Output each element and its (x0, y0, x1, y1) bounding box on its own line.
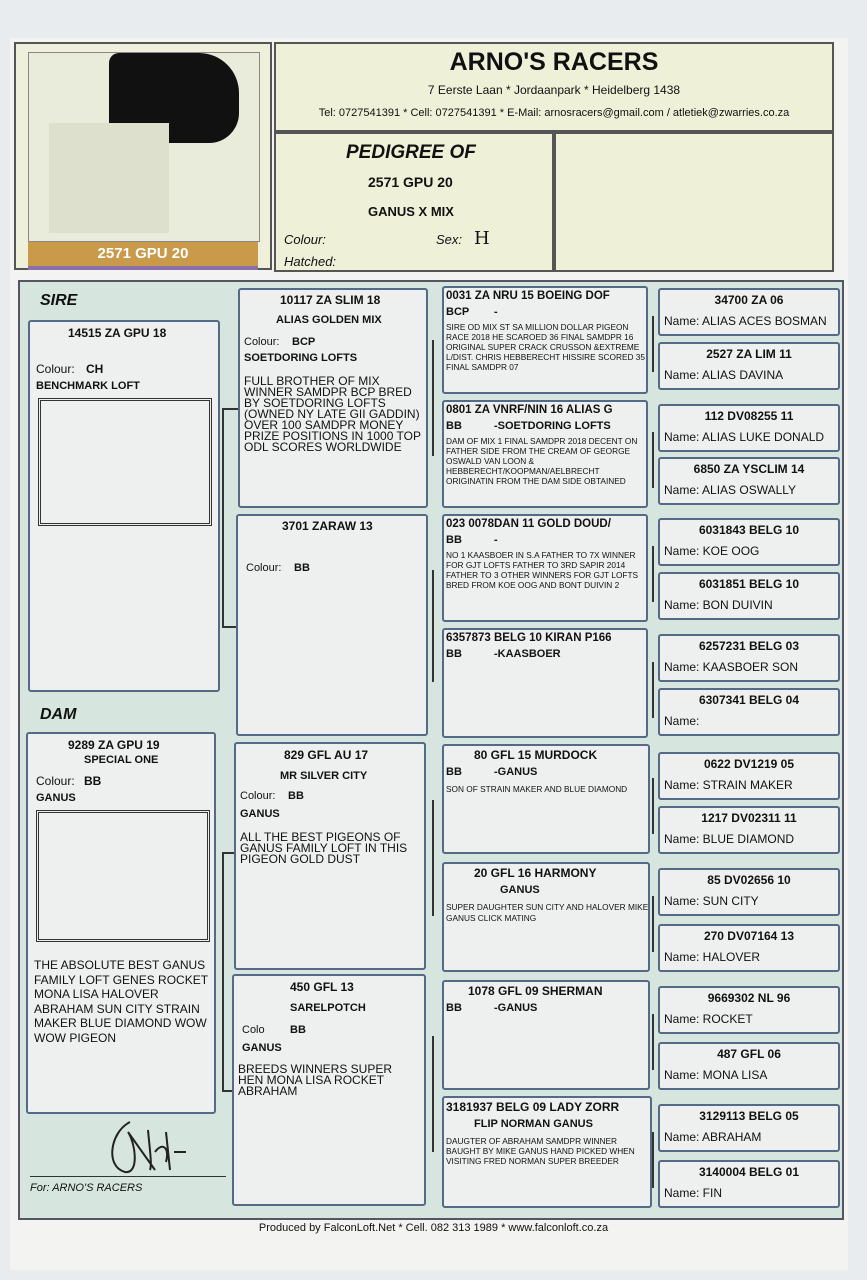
gen4-name: Name: ALIAS DAVINA (664, 368, 784, 382)
gen4-card (658, 518, 840, 566)
gen4-ring: 6031851 BELG 10 (698, 577, 800, 591)
sire-card (28, 320, 220, 692)
gen4-name: Name: ALIAS OSWALLY (664, 483, 797, 497)
gen4-card (658, 634, 840, 682)
gen3-card-5 (442, 744, 650, 854)
gen3-card-6 (442, 862, 650, 972)
gen4-name: Name: KAASBOER SON (664, 660, 799, 674)
pedigree-of-panel (274, 132, 554, 272)
gen3-card-1 (442, 286, 648, 394)
sire-colour: CH (86, 362, 104, 376)
bird-photo-frame (14, 42, 272, 270)
signature-line (30, 1176, 226, 1177)
gen4-name: Name: BLUE DIAMOND (664, 832, 795, 846)
gen2-card-1 (238, 288, 428, 508)
gen4-card (658, 404, 840, 452)
gen4-card (658, 868, 840, 916)
gen2-colour-label: Colour: (240, 790, 276, 802)
gen4-card (658, 572, 840, 620)
connector (652, 662, 654, 718)
pedigree-name: GANUS X MIX (368, 204, 454, 219)
gen3-title: 80 GFL 15 MURDOCK (474, 748, 598, 762)
gen4-name: Name: KOE OOG (664, 544, 760, 558)
gen3-title: 0031 ZA NRU 15 BOEING DOF (446, 290, 610, 302)
gen4-name: Name: ABRAHAM (664, 1130, 762, 1144)
connector (652, 546, 654, 602)
gen2-card-3 (234, 742, 426, 970)
gen4-card (658, 688, 840, 736)
gen3-colour: BB (446, 534, 462, 546)
gen3-notes: DAM OF MIX 1 FINAL SAMDPR 2018 DECENT ON FATHER SIDE FROM THE CREAM OF GEORGE OSWALD VAN LOON & HEBBERECHT/KOOPMAN/AELBRECHT ORIGINATIN FROM THE DAM SIDE OBTAINED (446, 436, 638, 486)
sire-heading: SIRE (40, 292, 78, 309)
gen3-notes: NO 1 KAASBOER IN S.A FATHER TO 7X WINNER FOR GJT LOFTS FATHER TO 3RD SAPIR 2014 FATHER TO 3 OTHER WINNERS FOR GJT LOFTS BRED FROM KOE OOG AND BONT DUIVIN 2 (446, 550, 639, 590)
gen3-title: 0801 ZA VNRF/NIN 16 ALIAS G (446, 404, 613, 416)
dam-name: SPECIAL ONE (84, 754, 159, 766)
gen2-card-2 (236, 514, 428, 736)
gen4-card (658, 1104, 840, 1152)
gen2-colour: BB (294, 562, 310, 574)
sex-value: H (474, 228, 490, 249)
gen4-name: Name: ALIAS ACES BOSMAN (664, 314, 827, 328)
gen3-notes: SIRE OD MIX ST SA MILLION DOLLAR PIGEON RACE 2018 HE SCAROED 36 FINAL SAMDPR 16 ORIGINAL SUPER CRACK CRUSSON &EXTREME L/DIST. CHRIS HEBBERECHT HISSIRE SCORED 35 FINAL SAMDPR 07 (446, 322, 646, 372)
photo-patch (49, 123, 169, 233)
header-blank-panel (554, 132, 834, 272)
hatched-label: Hatched: (284, 254, 337, 269)
gen3-loft: -KAASBOER (494, 648, 561, 660)
gen2-notes: BREEDS WINNERS SUPER HEN MONA LISA ROCKET ABRAHAM (238, 1062, 393, 1098)
gen4-ring: 270 DV07164 13 (703, 929, 795, 943)
gen2-ring: 450 GFL 13 (290, 980, 354, 994)
gen4-ring: 6850 ZA YSCLIM 14 (693, 462, 805, 476)
gen3-card-7 (442, 980, 650, 1090)
gen2-name: MR SILVER CITY (280, 770, 368, 782)
gen2-name: SARELPOTCH (290, 1002, 366, 1014)
connector (222, 408, 224, 628)
photo-caption: 2571 GPU 20 (28, 242, 258, 270)
gen3-colour: BB (446, 648, 462, 660)
connector (652, 1132, 654, 1188)
gen2-loft: GANUS (240, 808, 280, 820)
gen2-name: ALIAS GOLDEN MIX (276, 314, 382, 326)
connector (432, 1036, 434, 1152)
gen4-card (658, 806, 840, 854)
gen3-notes: SUPER DAUGHTER SUN CITY AND HALOVER MIKE GANUS CLICK MATING (446, 902, 649, 923)
sire-photo (38, 398, 212, 526)
dam-photo (36, 810, 210, 942)
pedigree-title: PEDIGREE OF (346, 142, 476, 163)
gen4-ring: 2527 ZA LIM 11 (706, 347, 792, 361)
sire-ring: 14515 ZA GPU 18 (68, 326, 167, 340)
gen4-name: Name: MONA LISA (664, 1068, 768, 1082)
dam-loft: GANUS (36, 792, 76, 804)
gen2-colour: BB (290, 1024, 306, 1036)
gen4-ring: 3140004 BELG 01 (698, 1165, 800, 1179)
gen3-loft: -GANUS (494, 766, 538, 778)
dam-colour-label: Colour: (36, 774, 75, 788)
gen2-ring: 10117 ZA SLIM 18 (280, 293, 381, 307)
gen3-title: 3181937 BELG 09 LADY ZORR (446, 1100, 620, 1114)
gen4-ring: 112 DV08255 11 (704, 409, 794, 423)
gen4-card (658, 288, 840, 336)
colour-label: Colour: (284, 232, 326, 247)
gen4-card (658, 1160, 840, 1208)
gen4-ring: 1217 DV02311 11 (701, 811, 797, 825)
gen4-ring: 487 GFL 06 (717, 1047, 781, 1061)
gen3-card-4 (442, 628, 648, 738)
connector (432, 340, 434, 456)
gen3-title: 023 0078DAN 11 GOLD DOUD/ (446, 518, 611, 530)
gen4-name: Name: BON DUIVIN (664, 598, 773, 612)
gen4-ring: 6031843 BELG 10 (698, 523, 800, 537)
gen2-ring: 3701 ZARAW 13 (282, 519, 373, 533)
produced-by: Produced by FalconLoft.Net * Cell. 082 313 1989 * www.falconloft.co.za (258, 1222, 609, 1234)
bird-photo (28, 52, 260, 242)
loft-address: 7 Eerste Laan * Jordaanpark * Heidelberg 1438 (427, 83, 681, 97)
gen4-card (658, 986, 840, 1034)
gen3-card-8 (442, 1096, 652, 1208)
gen2-colour-label: Colour: (246, 562, 282, 574)
gen4-ring: 9669302 NL 96 (707, 991, 791, 1005)
gen3-notes: SON OF STRAIN MAKER AND BLUE DIAMOND (446, 784, 628, 794)
gen4-name: Name: SUN CITY (664, 894, 759, 908)
gen3-loft: -GANUS (494, 1002, 538, 1014)
connector (652, 778, 654, 834)
loft-contacts: Tel: 0727541391 * Cell: 0727541391 * E-Mail: arnosracers@gmail.com / atletiek@zwarries.co.za (318, 107, 790, 119)
gen4-name: Name: ROCKET (664, 1012, 753, 1026)
gen2-notes: ALL THE BEST PIGEONS OF GANUS FAMILY LOFT IN THIS PIGEON GOLD DUST (240, 830, 408, 866)
gen4-card (658, 342, 840, 390)
gen3-loft: -SOETDORING LOFTS (494, 420, 611, 432)
gen2-loft: GANUS (242, 1042, 282, 1054)
pedigree-ring: 2571 GPU 20 (368, 174, 453, 190)
gen2-colour-label: Colour: (244, 336, 280, 348)
gen3-loft: GANUS (500, 884, 540, 896)
connector (432, 800, 434, 916)
dam-card (26, 732, 216, 1114)
gen3-title: 1078 GFL 09 SHERMAN (468, 984, 603, 998)
connector (652, 316, 654, 372)
gen4-name: Name: (664, 714, 700, 728)
connector (652, 432, 654, 488)
loft-name: ARNO'S RACERS (449, 48, 659, 76)
gen2-ring: 829 GFL AU 17 (284, 748, 369, 762)
gen3-title: 6357873 BELG 10 KIRAN P166 (446, 632, 612, 644)
gen3-colour: BB (446, 766, 462, 778)
gen3-loft: FLIP NORMAN GANUS (474, 1118, 593, 1130)
gen2-colour-label: Colo (242, 1024, 265, 1036)
signed-for: For: ARNO'S RACERS (30, 1182, 143, 1194)
gen2-notes: FULL BROTHER OF MIX WINNER SAMDPR BCP BRED BY SOETDORING LOFTS (OWNED NY LATE GII GADDIN) OVER 100 SAMDPR MONEY PRIZE POSITIONS IN 1000 TOP ODL SCORES WORLDWIDE (244, 374, 421, 454)
gen3-loft: - (494, 306, 498, 318)
gen3-notes: DAUGTER OF ABRAHAM SAMDPR WINNER BAUGHT BY MIKE GANUS HAND PICKED WHEN VISITING FRED NORMAN SUPER BREEDER (446, 1136, 635, 1166)
gen4-card (658, 924, 840, 972)
gen2-colour: BCP (292, 336, 316, 348)
gen4-card (658, 752, 840, 800)
sire-loft: BENCHMARK LOFT (36, 380, 140, 392)
dam-ring: 9289 ZA GPU 19 (68, 738, 160, 752)
gen4-ring: 85 DV02656 10 (707, 873, 791, 887)
gen4-card (658, 1042, 840, 1090)
gen4-name: Name: ALIAS LUKE DONALD (664, 430, 825, 444)
gen3-loft: - (494, 534, 498, 546)
connector (222, 852, 224, 1092)
loft-header (274, 42, 834, 132)
gen2-loft: SOETDORING LOFTS (244, 352, 358, 364)
gen4-card (658, 457, 840, 505)
gen4-ring: 6307341 BELG 04 (698, 693, 800, 707)
gen3-title: 20 GFL 16 HARMONY (474, 866, 597, 880)
sex-label: Sex: (436, 232, 463, 247)
connector (222, 408, 238, 410)
gen3-colour: BCP (446, 306, 470, 318)
gen4-ring: 0622 DV1219 05 (703, 757, 795, 771)
gen4-ring: 3129113 BELG 05 (699, 1109, 799, 1123)
dam-colour: BB (84, 774, 102, 788)
gen2-card-4 (232, 974, 426, 1206)
gen4-ring: 34700 ZA 06 (714, 293, 784, 307)
gen3-card-2 (442, 400, 648, 508)
gen4-name: Name: FIN (664, 1186, 723, 1200)
dam-notes: THE ABSOLUTE BEST GANUS FAMILY LOFT GENES ROCKET MONA LISA HALOVER ABRAHAM SUN CITY STRAIN MAKER BLUE DIAMOND WOW WOW PIGEON (34, 958, 208, 1045)
sire-colour-label: Colour: (36, 362, 75, 376)
gen3-colour: BB (446, 420, 462, 432)
gen3-card-3 (442, 514, 648, 622)
connector (652, 896, 654, 952)
gen4-name: Name: HALOVER (664, 950, 761, 964)
gen3-colour: BB (446, 1002, 462, 1014)
dam-heading: DAM (40, 706, 77, 723)
gen4-ring: 6257231 BELG 03 (698, 639, 800, 653)
gen2-colour: BB (288, 790, 304, 802)
connector (652, 1014, 654, 1070)
gen4-name: Name: STRAIN MAKER (664, 778, 793, 792)
connector (432, 570, 434, 682)
